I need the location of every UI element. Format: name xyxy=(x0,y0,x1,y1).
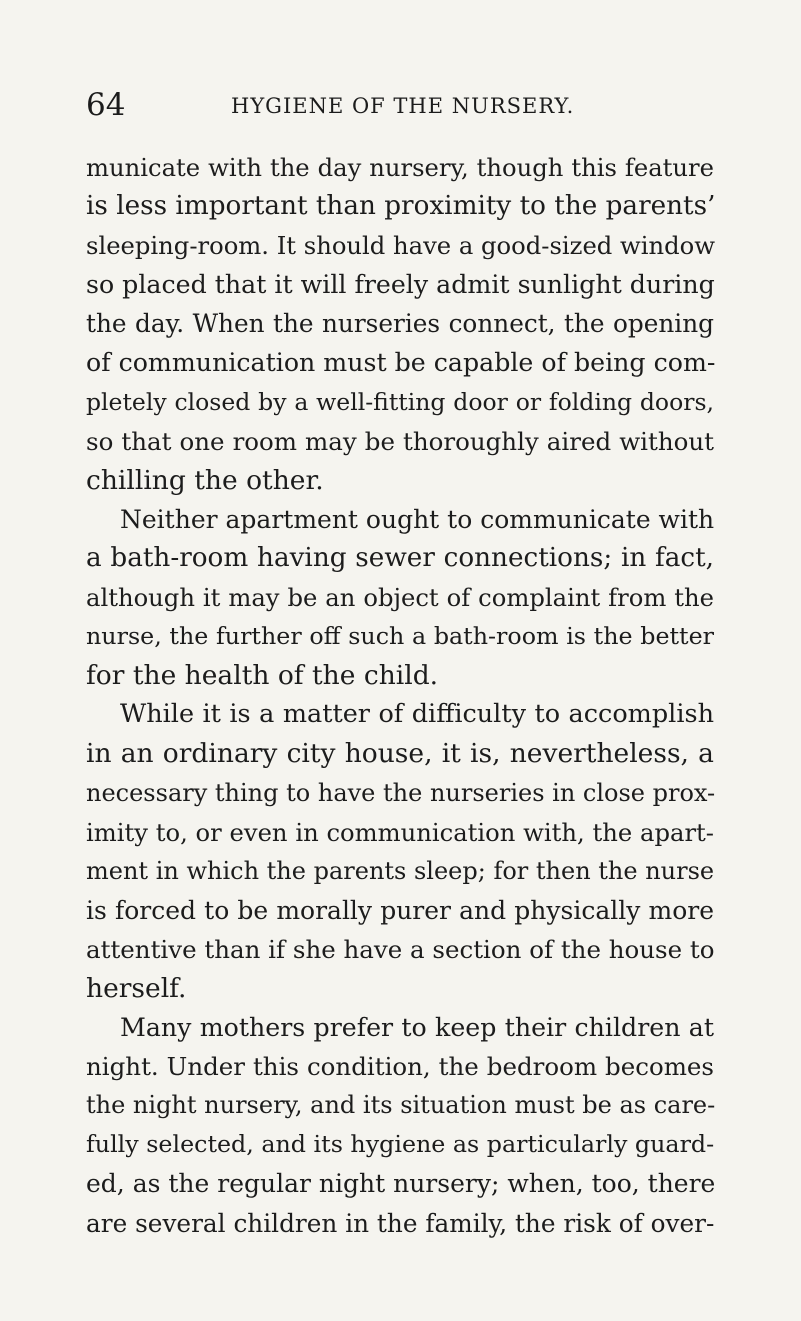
text-line: is forced to be morally purer and physically more xyxy=(86,895,714,925)
text-line: nurse, the further off such a bath-room is the better xyxy=(86,622,714,651)
text-line: a bath-room having sewer connections; in fact, xyxy=(86,542,714,573)
text-line: although it may be an object of complaint from the xyxy=(86,583,714,613)
text-line: so that one room may be thoroughly aired without xyxy=(86,426,714,456)
text-line: night. Under this condition, the bedroom becomes xyxy=(86,1052,714,1082)
text-line: necessary thing to have the nurseries in close prox- xyxy=(86,778,716,807)
text-line: the day. When the nurseries connect, the opening xyxy=(86,309,714,339)
text-line: Many mothers prefer to keep their children at xyxy=(120,1013,714,1043)
text-line: are several children in the family, the risk of over- xyxy=(86,1208,715,1238)
running-head: HYGIENE OF THE NURSERY. xyxy=(231,94,575,118)
text-line: attentive than if she have a section of the house to xyxy=(86,934,715,964)
text-line: imity to, or even in communication with, the apart- xyxy=(86,817,714,847)
text-line: pletely closed by a well-fitting door or folding doors, xyxy=(86,387,714,416)
text-line: municate with the day nursery, though this feature xyxy=(86,153,714,182)
text-line: for the health of the child. xyxy=(86,660,439,692)
text-line: While it is a matter of difficulty to accomplish xyxy=(120,699,714,730)
text-line: so placed that it will freely admit sunlight during xyxy=(86,270,715,300)
text-line: sleeping-room. It should have a good-sized window xyxy=(86,231,716,261)
text-line: fully selected, and its hygiene as particularly guard- xyxy=(86,1130,715,1159)
text-line: the night nursery, and its situation must be as care- xyxy=(86,1091,716,1120)
text-line: chilling the other. xyxy=(86,464,324,496)
page-number: 64 xyxy=(86,87,126,123)
text-line: Neither apartment ought to communicate with xyxy=(120,504,715,534)
text-line: ment in which the parents sleep; for then the nurse xyxy=(86,856,715,885)
page-header xyxy=(86,85,716,125)
text-line: of communication must be capable of being com- xyxy=(86,348,716,378)
body-text xyxy=(86,148,714,1243)
text-line: ed, as the regular night nursery; when, too, there xyxy=(86,1169,716,1199)
text-line: is less important than proximity to the parents’ xyxy=(86,191,716,222)
text-line: herself. xyxy=(86,972,187,1004)
text-line: in an ordinary city house, it is, nevertheless, a xyxy=(86,738,714,770)
